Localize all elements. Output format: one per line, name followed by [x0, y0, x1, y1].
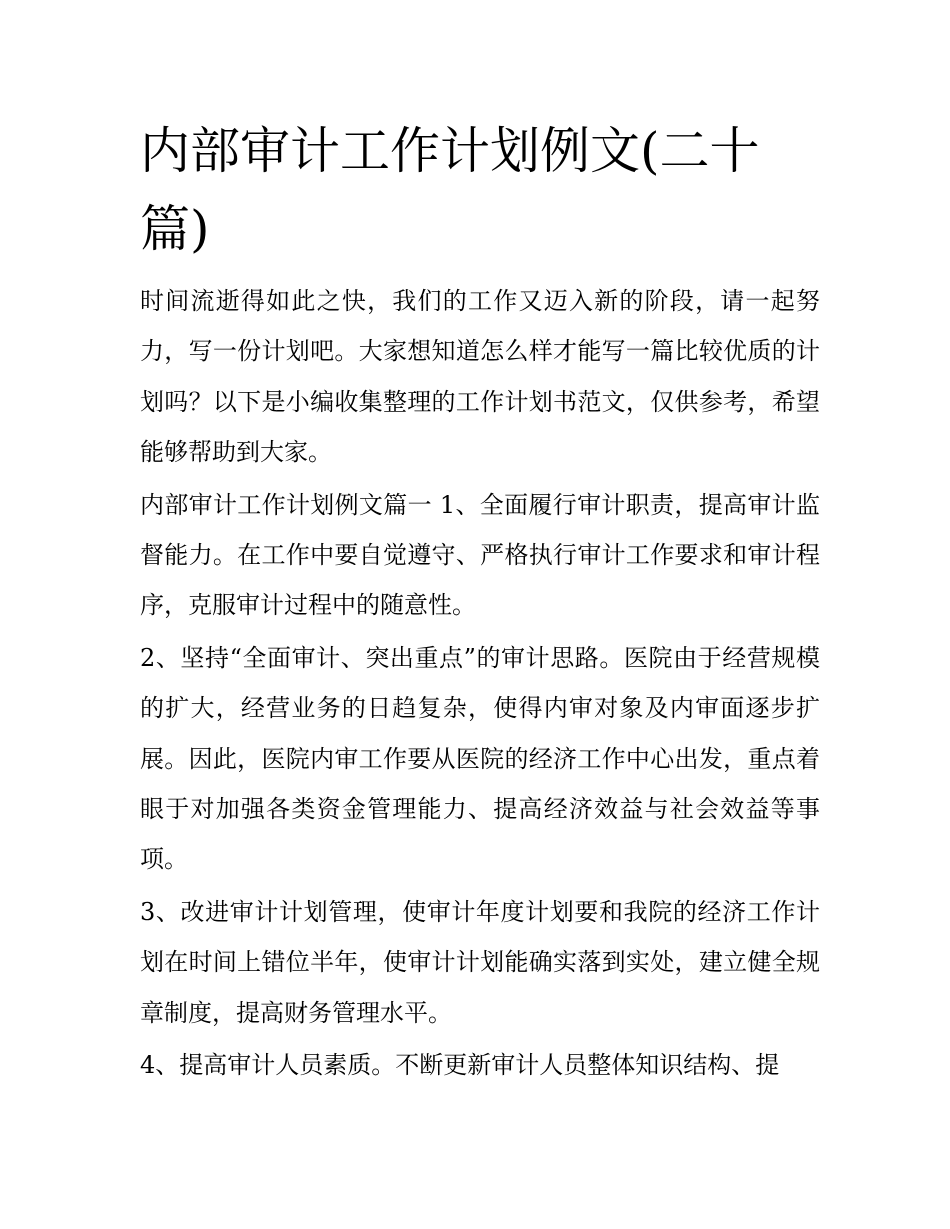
paragraph-item-1: 内部审计工作计划例文篇一 1、全面履行审计职责，提高审计监督能力。在工作中要自觉遵守、严格执行审计工作要求和审计程序，克服审计过程中的随意性。 — [140, 490, 820, 620]
document-title: 内部审计工作计划例文(二十篇) — [140, 122, 760, 258]
document-body — [140, 276, 820, 1093]
paragraph-item-3: 3、改进审计计划管理，使审计年度计划要和我院的经济工作计划在时间上错位半年，使审计计划能确实落到实处，建立健全规章制度，提高财务管理水平。 — [140, 897, 820, 1027]
paragraph-item-4: 4、提高审计人员素质。不断更新审计人员整体知识结构、提 — [140, 1051, 780, 1080]
paragraph-intro: 时间流逝得如此之快，我们的工作又迈入新的阶段，请一起努力，写一份计划吧。大家想知道怎么样才能写一篇比较优质的计划吗？以下是小编收集整理的工作计划书范文，仅供参考，希望能够帮助到大家。 — [140, 287, 820, 467]
paragraph-item-2: 2、坚持“全面审计、突出重点”的审计思路。医院由于经营规模的扩大，经营业务的日趋复杂，使得内审对象及内审面逐步扩展。因此，医院内审工作要从医院的经济工作中心出发，重点着眼于对加强各类资金管理能力、提高经济效益与社会效益等事项。 — [140, 643, 820, 874]
